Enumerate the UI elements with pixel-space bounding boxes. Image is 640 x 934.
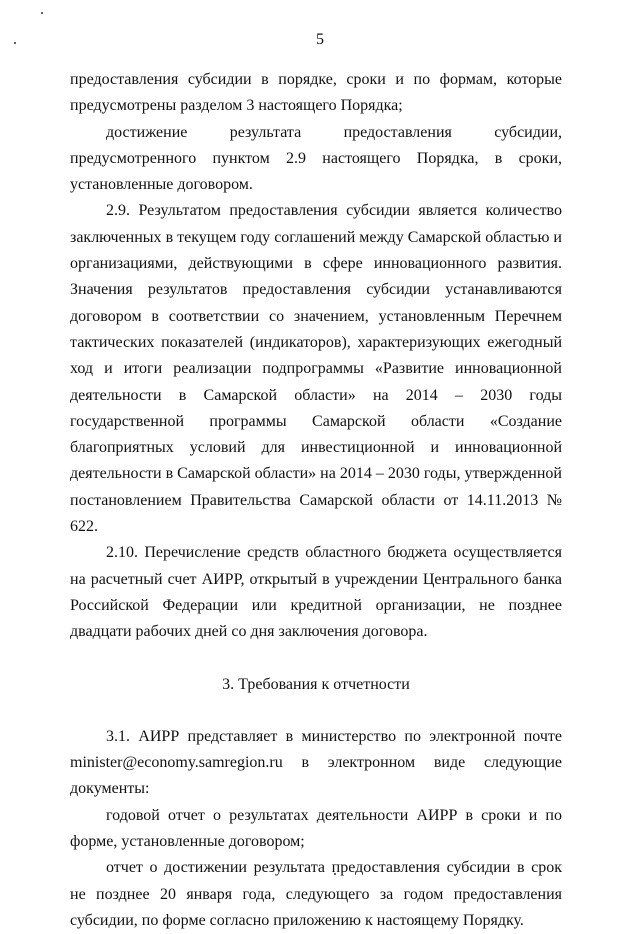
paragraph-continuation: предоставления субсидии в порядке, сроки и по формам, которые предусмотрены разделом 3 настоящего Порядка; [70, 71, 562, 115]
paragraph-2-9: 2.9. Результатом предоставления субсидии является количество заключенных в текущем году соглашений между Самарской областью и организациями, действующими в сфере инновационного развития. Значения результатов предоставления субсидии устанавливаются договором в соответствии со значением, установленным Перечнем тактических показателей (индикаторов), характеризующих ежегодный ход и итоги реализации подпрограммы «Развитие инновационной деятельности в Самарской области» на 2014 – 2030 годы государственной программы Самарской области «Создание благоприятных условий для инвестиционной и инновационной деятельности в Самарской области» на 2014 – 2030 годы, утвержденной постановлением Правительства Самарской области от 14.11.2013 № 622. [70, 202, 562, 536]
page-number: 5 [316, 31, 324, 48]
document-body [70, 67, 562, 934]
section-3-heading: 3. Требования к отчетности [222, 675, 410, 693]
paragraph-annual-report: годовой отчет о результатах деятельности АИРР в сроки и по форме, установленные договором; [70, 806, 562, 851]
paragraph-3-1: 3.1. АИРР представляет в министерство по электронной почте minister@economy.samregion.ru в электронном виде следующие документы: [70, 727, 562, 798]
paragraph-2-10: 2.10. Перечисление средств областного бюджета осуществляется на расчетный счет АИРР, открытый в учреждении Центрального банка Российской Федерации или кредитной организации, не позднее двадцати рабочих дней со дня заключения договора. [70, 544, 562, 641]
paragraph-result-report: отчет о достижении результата предоставления субсидии в срок не позднее 20 января года, следующего за годом предоставления субсидии, по форме согласно приложению к настоящему Порядку. [70, 859, 562, 929]
paragraph-result-achievement: достижение результата предоставления субсидии, предусмотренного пунктом 2.9 настоящего Порядка, в сроки, установленные договором. [70, 123, 562, 194]
scan-speck [41, 12, 43, 14]
